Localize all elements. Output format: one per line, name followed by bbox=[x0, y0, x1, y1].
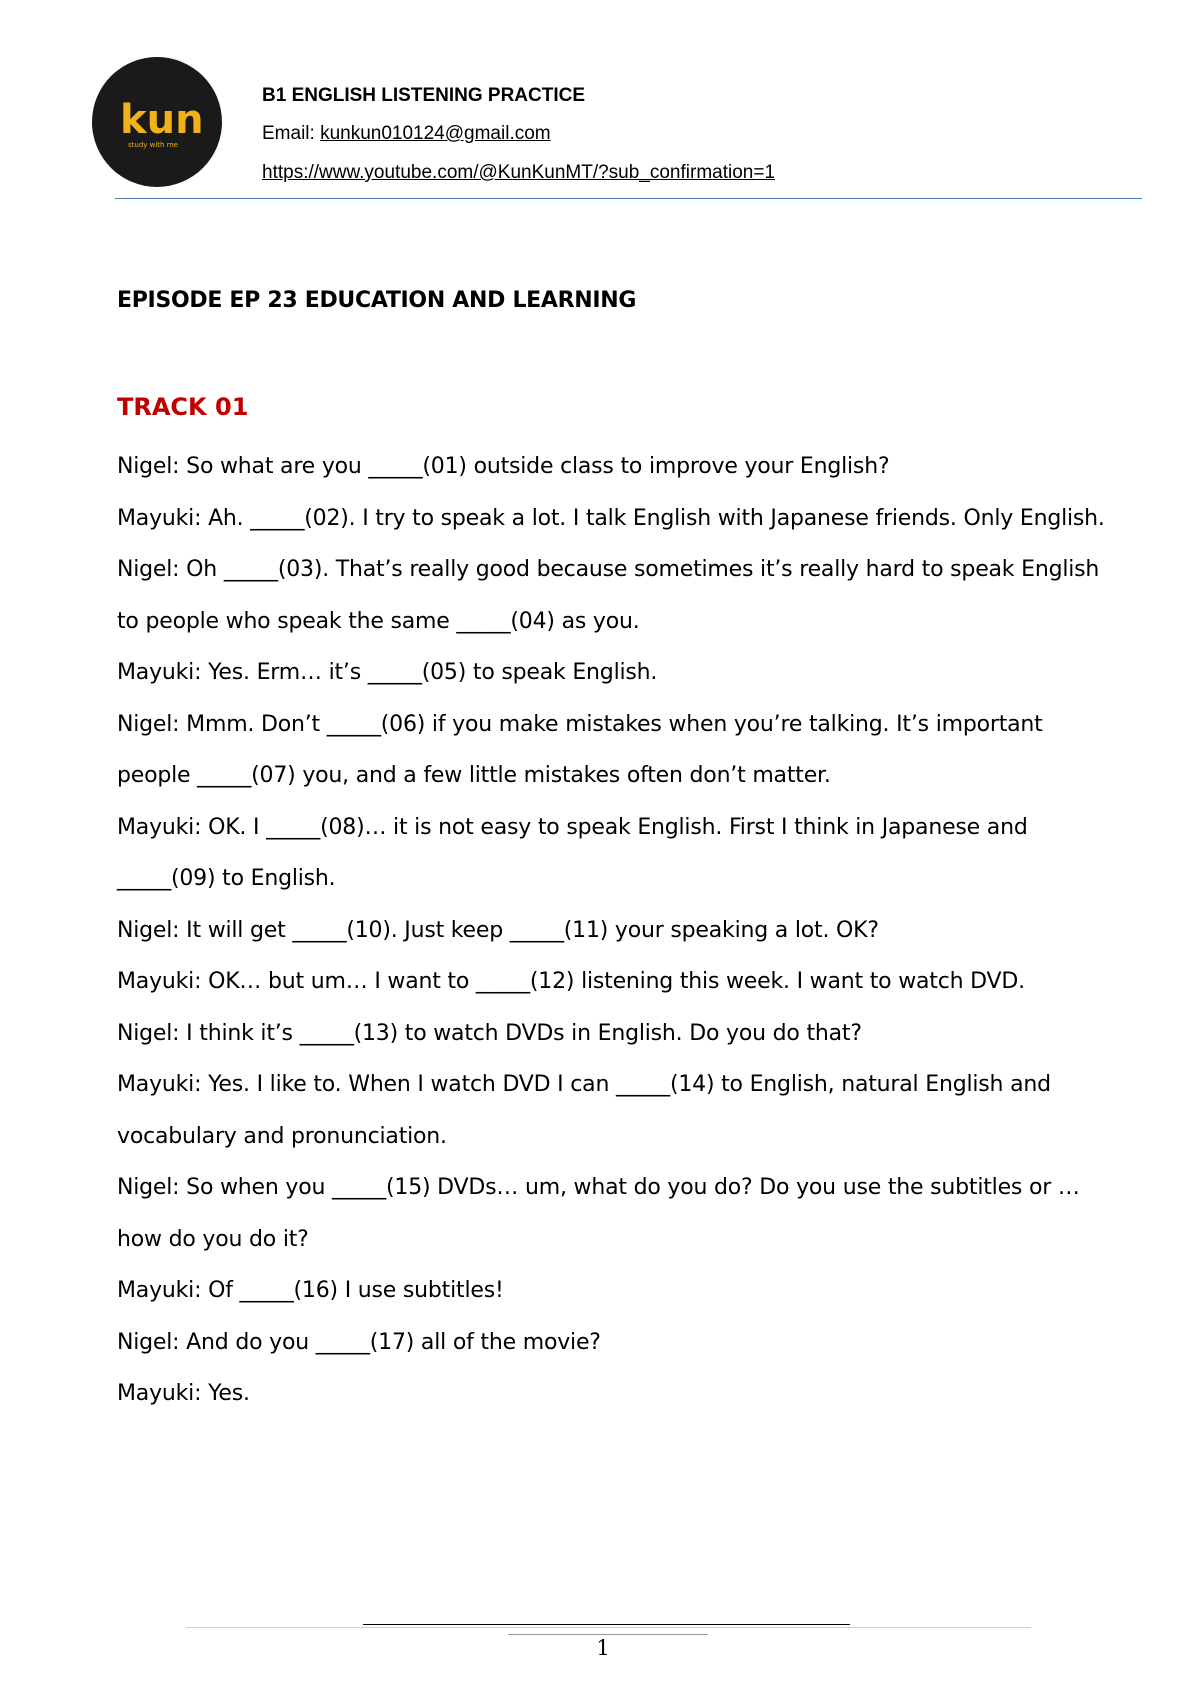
track-title: TRACK 01 bbox=[117, 393, 249, 421]
dialogue-line: Nigel: And do you _____(17) all of the movie? bbox=[117, 1329, 601, 1355]
header-divider bbox=[115, 198, 1142, 199]
page-number: 1 bbox=[596, 1636, 610, 1660]
logo-tagline: study with me bbox=[128, 141, 178, 149]
dialogue-line: Mayuki: Yes. I like to. When I watch DVD I can _____(14) to English, natural English and vocabulary and pronunciation. bbox=[117, 1072, 1051, 1149]
email-link[interactable]: kunkun010124@gmail.com bbox=[320, 123, 551, 144]
header-url-line bbox=[262, 162, 775, 184]
header-email-line bbox=[262, 123, 551, 145]
dialogue-line: Mayuki: OK. I _____(08)… it is not easy to speak English. First I think in Japanese and _____(09) to English. bbox=[117, 814, 1028, 891]
logo-mark bbox=[92, 57, 222, 187]
logo-text: kun bbox=[120, 97, 204, 143]
dialogue-line: Mayuki: Ah. _____(02). I try to speak a lot. I talk English with Japanese friends. Only English. bbox=[117, 505, 1105, 531]
youtube-link[interactable]: https://www.youtube.com/@KunKunMT/?sub_confirmation=1 bbox=[262, 162, 776, 183]
dialogue-line: Nigel: I think it’s _____(13) to watch DVDs in English. Do you do that? bbox=[117, 1020, 862, 1046]
dialogue-line: Nigel: So what are you _____(01) outside class to improve your English? bbox=[117, 454, 890, 479]
dialogue-line: Nigel: So when you _____(15) DVDs… um, what do you do? Do you use the subtitles or … how do you do it? bbox=[117, 1175, 1080, 1252]
dialogue bbox=[117, 441, 1107, 1420]
episode-title: EPISODE EP 23 EDUCATION AND LEARNING bbox=[117, 288, 637, 313]
footer-divider bbox=[186, 1627, 1031, 1628]
dialogue-line: Nigel: Mmm. Don’t _____(06) if you make mistakes when you’re talking. It’s important people _____(07) you, and a few little mistakes often don’t matter. bbox=[117, 711, 1043, 788]
dialogue-line: Mayuki: OK… but um… I want to _____(12) listening this week. I want to watch DVD. bbox=[117, 969, 1025, 994]
header-title: B1 ENGLISH LISTENING PRACTICE bbox=[262, 85, 586, 106]
dialogue-line: Nigel: Oh _____(03). That’s really good because sometimes it’s really hard to speak English to people who speak the same _____(04) as you. bbox=[117, 557, 1100, 634]
dialogue-line: Mayuki: Yes. bbox=[117, 1381, 250, 1406]
email-label: Email: bbox=[262, 123, 321, 144]
dialogue-line: Mayuki: Of _____(16) I use subtitles! bbox=[117, 1278, 504, 1303]
dialogue-line: Mayuki: Yes. Erm… it’s _____(05) to speak English. bbox=[117, 660, 658, 685]
logo bbox=[92, 57, 222, 187]
footer-divider-short bbox=[508, 1634, 708, 1635]
footer-divider-dark bbox=[363, 1624, 850, 1625]
dialogue-line: Nigel: It will get _____(10). Just keep _____(11) your speaking a lot. OK? bbox=[117, 917, 879, 943]
